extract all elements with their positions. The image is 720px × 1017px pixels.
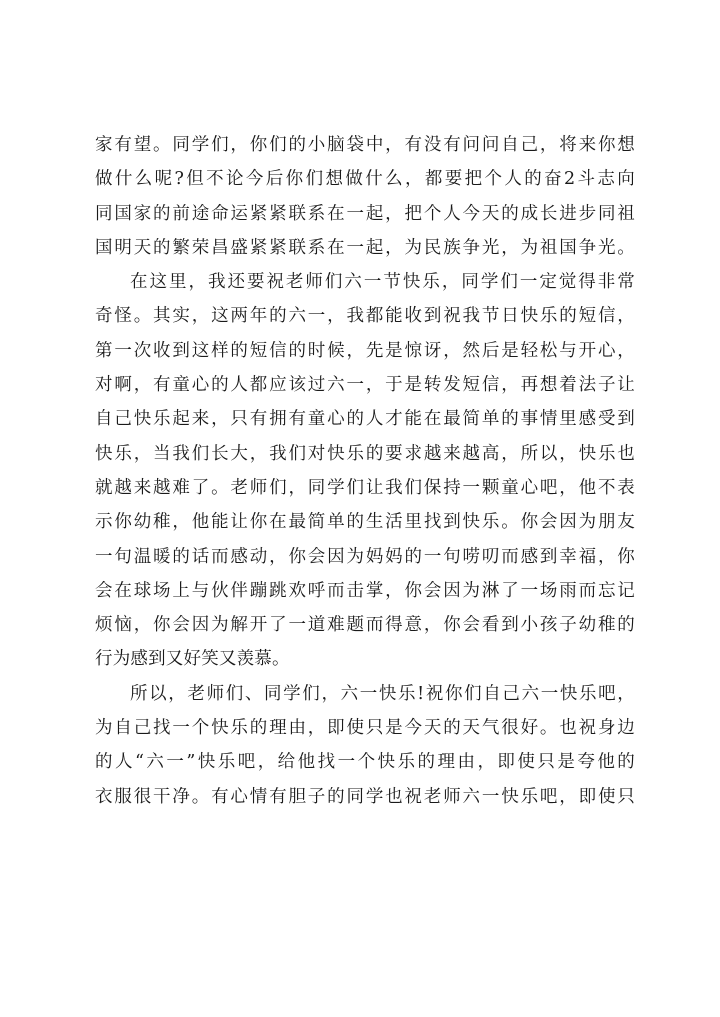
- text-line: 烦恼，你会因为解开了一道难题而得意，你会看到小孩子幼稚的: [95, 615, 635, 636]
- text-line: 的人“六一”快乐吧，给他找一个快乐的理由，即使只是夸他的: [95, 752, 635, 773]
- text-line: 自己快乐起来，只有拥有童心的人才能在最简单的事情里感受到: [95, 409, 635, 430]
- text-line: 一句温暖的话而感动，你会因为妈妈的一句唠叨而感到幸福，你: [95, 546, 635, 567]
- text-line: 国明天的繁荣昌盛紧紧联系在一起，为民族争光，为祖国争光。: [95, 237, 635, 258]
- text-line: 就越来越难了。老师们，同学们让我们保持一颗童心吧，他不表: [95, 477, 635, 498]
- text-line: 快乐，当我们长大，我们对快乐的要求越来越高，所以，快乐也: [95, 443, 635, 464]
- text-line: 会在球场上与伙伴蹦跳欢呼而击掌，你会因为淋了一场雨而忘记: [95, 580, 635, 601]
- paragraph-first-line: 在这里，我还要祝老师们六一节快乐，同学们一定觉得非常: [130, 272, 635, 293]
- text-line: 奇怪。其实，这两年的六一，我都能收到祝我节日快乐的短信，: [95, 306, 635, 327]
- text-line: 家有望。同学们，你们的小脑袋中，有没有问问自己，将来你想: [95, 135, 635, 155]
- paragraph-last-line: 行为感到又好笑又羡慕。: [95, 649, 290, 670]
- text-line: 对啊，有童心的人都应该过六一，于是转发短信，再想着法子让: [95, 375, 635, 396]
- text-line: 第一次收到这样的短信的时候，先是惊讶，然后是轻松与开心，: [95, 340, 635, 361]
- text-line: 示你幼稚，他能让你在最简单的生活里找到快乐。你会因为朋友: [95, 512, 635, 533]
- paragraph-first-line: 所以，老师们、同学们，六一快乐!祝你们自己六一快乐吧，: [130, 683, 635, 704]
- text-line: 为自己找一个快乐的理由，即使只是今天的天气很好。也祝身边: [95, 718, 635, 739]
- body-text: [95, 128, 635, 814]
- text-line: 衣服很干净。有心情有胆子的同学也祝老师六一快乐吧，即使只: [95, 786, 635, 807]
- text-line: 做什么呢?但不论今后你们想做什么，都要把个人的奋2斗志向: [95, 169, 635, 190]
- text-line: 同国家的前途命运紧紧联系在一起，把个人今天的成长进步同祖: [95, 203, 635, 224]
